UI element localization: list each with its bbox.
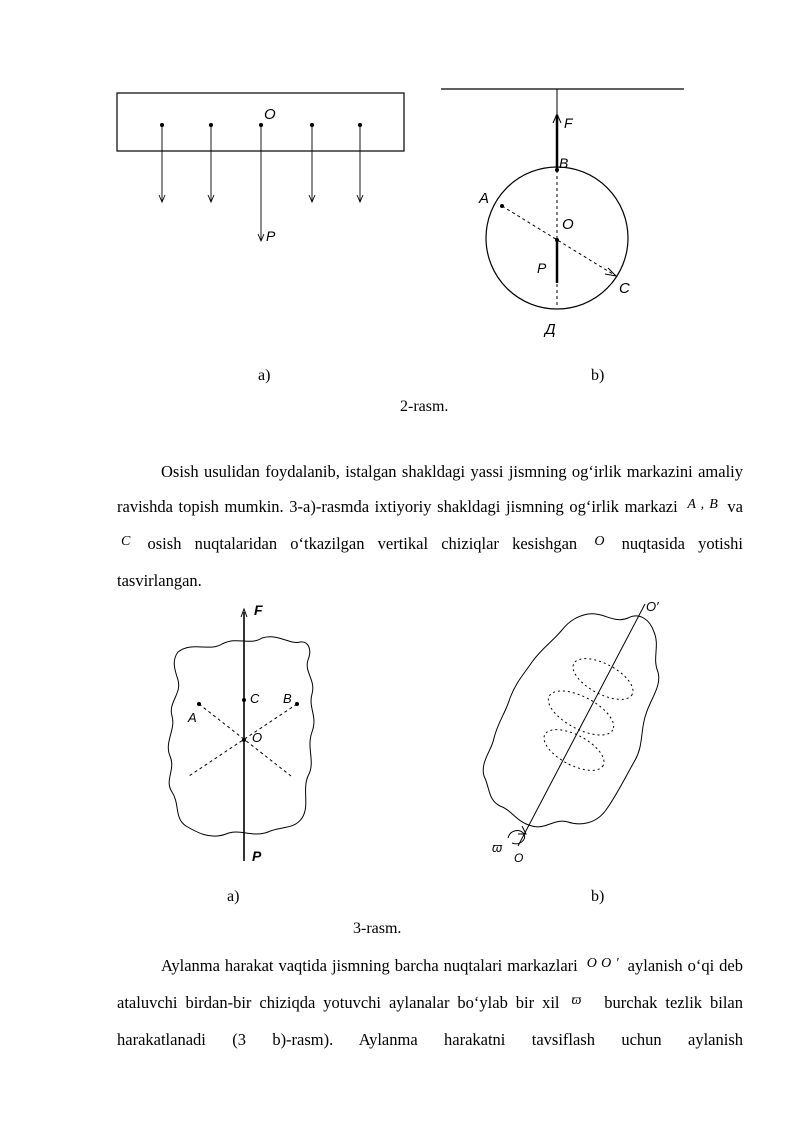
para1-text-2: va — [721, 497, 743, 516]
fig2b-points — [500, 168, 559, 242]
fig3-caption: 3-rasm. — [353, 920, 402, 937]
figure-3 — [0, 595, 800, 875]
fig2a-label-O: O — [264, 106, 276, 123]
fig2a-force-arrows — [159, 125, 363, 241]
fig3b-sublabel: b) — [591, 888, 605, 905]
fig3a-label-C: C — [250, 691, 260, 706]
fig3a-label-B: B — [283, 691, 292, 706]
figure-2 — [0, 0, 800, 420]
fig3a-dashed-lines — [189, 690, 297, 776]
para1-math-AB: A , B — [687, 497, 718, 512]
para2-text-3: burchak tezlik bilan harakatlanadi (3 b)-rasm). Aylanma harakatni tavsiflash uchun aylanish — [117, 993, 743, 1049]
fig3b-label-O: O — [514, 851, 524, 865]
fig2a-label-P: P — [266, 228, 276, 244]
fig2b-label-O: O — [562, 216, 574, 233]
fig2b-arrow-C — [605, 268, 616, 276]
fig2-caption: 2-rasm. — [400, 398, 449, 415]
fig2b-label-A: A — [479, 190, 490, 207]
fig2b-label-B: B — [559, 155, 569, 171]
para1-text-1: Osish usulidan foydalanib, istalgan shakldagi yassi jismning og‘irlik markazini amaliy ravishda topish mumkin. 3-a)-rasmda ixtiyoriy shakldagi jismning og‘irlik markazi — [117, 462, 743, 516]
para2-math-omega: ϖ⃗ — [571, 993, 593, 1008]
para2-math-OO: O O ′ — [586, 956, 619, 971]
fig3b-label-O-prime: O′ — [646, 599, 659, 614]
fig3b-label-omega: ϖ — [492, 840, 503, 855]
fig3a-sublabel: a) — [227, 888, 240, 905]
para2-text-1: Aylanma harakat vaqtida jismning barcha nuqtalari markazlari — [161, 956, 583, 975]
fig3a-irregular-body — [168, 637, 314, 836]
fig3a-label-A: A — [188, 710, 197, 725]
fig2b-dashed-lines — [502, 170, 616, 308]
paragraph-2 — [117, 948, 743, 1057]
fig2b-label-C: C — [619, 280, 630, 297]
para1-math-O: O — [594, 534, 605, 549]
fig3a-label-F: F — [254, 602, 263, 618]
para1-text-4: nuqtasida yotishi tasvirlangan. — [117, 534, 743, 590]
fig3a-label-P: P — [252, 848, 262, 864]
fig2b-label-D: Д — [545, 321, 556, 338]
para1-math-C: C — [121, 534, 131, 549]
fig2a-sublabel: a) — [258, 367, 271, 384]
fig3b-rotation-axis — [518, 604, 645, 846]
fig2b-label-F: F — [564, 115, 573, 131]
fig3b-irregular-body — [483, 614, 659, 827]
para2-text-2: aylanish o‘qi deb ataluvchi birdan-bir chiziqda yotuvchi aylanalar bo‘ylab bir xil — [117, 956, 743, 1012]
fig2a-plate — [117, 93, 404, 151]
para1-text-3: osish nuqtalaridan o‘tkazilgan vertikal chiziqlar kesishgan — [134, 534, 591, 553]
fig3b-orbit-circles — [538, 650, 639, 778]
fig2b-sublabel: b) — [591, 367, 605, 384]
fig2a-points — [160, 123, 362, 127]
fig3a-label-O: O — [252, 730, 263, 745]
paragraph-1 — [117, 454, 743, 598]
fig2b-label-P: P — [537, 260, 547, 276]
